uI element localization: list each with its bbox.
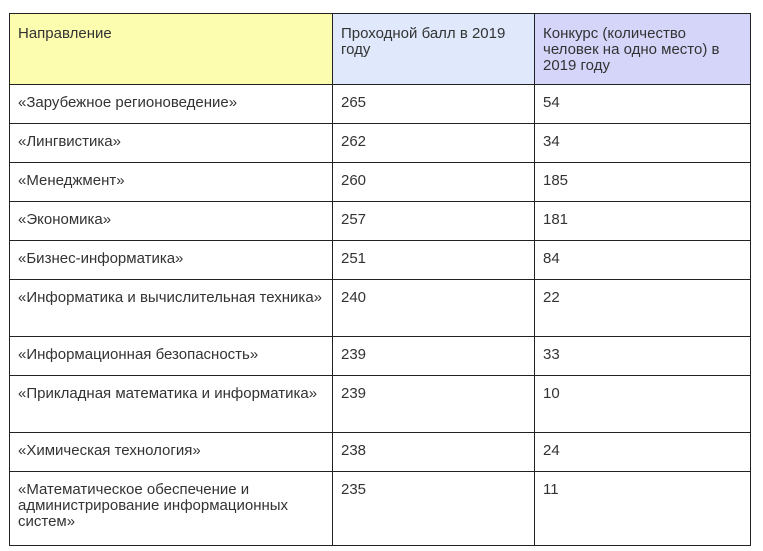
cell-direction: «Информационная безопасность» <box>10 337 333 376</box>
cell-competition: 34 <box>535 124 751 163</box>
table-row <box>10 85 751 124</box>
cell-direction: «Зарубежное регионоведение» <box>10 85 333 124</box>
cell-direction: «Экономика» <box>10 202 333 241</box>
table-row <box>10 163 751 202</box>
header-direction: Направление <box>10 14 333 85</box>
cell-score: 260 <box>333 163 535 202</box>
cell-score: 251 <box>333 241 535 280</box>
cell-score: 265 <box>333 85 535 124</box>
cell-direction: «Математическое обеспечение и администрирование информационных систем» <box>10 472 333 546</box>
header-passing-score: Проходной балл в 2019 году <box>333 14 535 85</box>
table-row <box>10 280 751 337</box>
cell-direction: «Химическая технология» <box>10 433 333 472</box>
cell-competition: 24 <box>535 433 751 472</box>
cell-direction: «Менеджмент» <box>10 163 333 202</box>
cell-competition: 54 <box>535 85 751 124</box>
cell-direction: «Лингвистика» <box>10 124 333 163</box>
table-row <box>10 433 751 472</box>
cell-score: 235 <box>333 472 535 546</box>
cell-score: 239 <box>333 376 535 433</box>
cell-competition: 33 <box>535 337 751 376</box>
cell-competition: 22 <box>535 280 751 337</box>
cell-score: 262 <box>333 124 535 163</box>
table-container <box>9 13 751 546</box>
cell-score: 240 <box>333 280 535 337</box>
cell-score: 239 <box>333 337 535 376</box>
cell-competition: 10 <box>535 376 751 433</box>
admission-table <box>9 13 751 546</box>
cell-competition: 84 <box>535 241 751 280</box>
cell-direction: «Информатика и вычислительная техника» <box>10 280 333 337</box>
header-competition: Конкурс (количество человек на одно место) в 2019 году <box>535 14 751 85</box>
cell-direction: «Прикладная математика и информатика» <box>10 376 333 433</box>
table-header-row <box>10 14 751 85</box>
cell-score: 238 <box>333 433 535 472</box>
cell-competition: 11 <box>535 472 751 546</box>
cell-competition: 181 <box>535 202 751 241</box>
cell-direction: «Бизнес-информатика» <box>10 241 333 280</box>
table-row <box>10 472 751 546</box>
table-row <box>10 241 751 280</box>
table-row <box>10 376 751 433</box>
table-row <box>10 124 751 163</box>
cell-score: 257 <box>333 202 535 241</box>
table-row <box>10 202 751 241</box>
cell-competition: 185 <box>535 163 751 202</box>
table-row <box>10 337 751 376</box>
